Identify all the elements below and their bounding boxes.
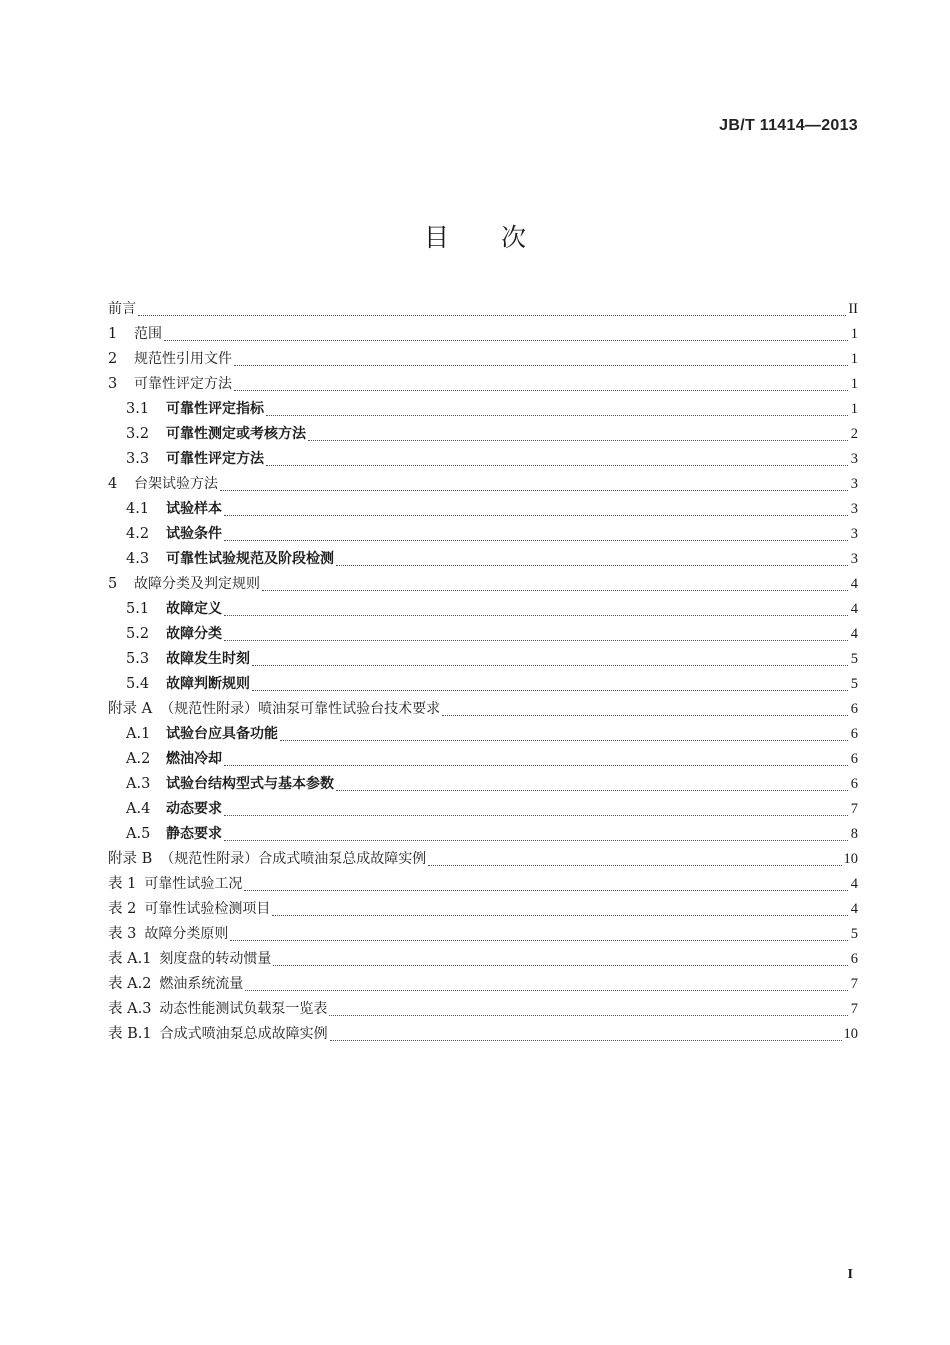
toc-entry-label: 故障判断规则 [166,676,250,692]
toc-entry[interactable] [108,947,858,972]
toc-entry-label: 前言 [108,301,136,317]
toc-entry-number: 表 B.1 [108,1026,152,1042]
toc-entry-page: 4 [850,576,858,592]
toc-entry-page: 10 [843,851,858,867]
toc-dot-leader [266,464,848,466]
toc-entry-label: 可靠性评定方法 [166,451,264,467]
toc-dot-leader [330,1039,842,1041]
toc-entry-number: A.2 [126,751,151,767]
toc-entry-number: A.3 [126,776,151,792]
toc-entry-label: 故障分类原则 [144,926,229,942]
toc-entry-number: 表 A.1 [108,951,152,967]
toc-entry-page: 4 [850,626,858,642]
toc-entry-page: 7 [850,1001,858,1017]
toc-dot-leader [224,514,848,516]
toc-dot-leader [336,564,848,566]
toc-entry-number: 表 1 [108,876,137,892]
toc-entry[interactable] [108,822,858,847]
toc-entry[interactable] [108,397,858,422]
toc-entry-page: 8 [850,826,858,842]
toc-dot-leader [138,314,846,316]
toc-entry-label: 可靠性测定或考核方法 [166,426,306,442]
toc-title: 目次 [423,223,578,252]
toc-entry[interactable] [108,347,858,372]
toc-entry-label: 试验台应具备功能 [166,726,278,742]
toc-dot-leader [224,614,848,616]
toc-dot-leader [329,1014,848,1016]
toc-entry[interactable] [108,672,858,697]
toc-entry-label: 动态性能测试负载泵一览表 [159,1001,328,1017]
toc-entry-label: 可靠性试验检测项目 [144,901,271,917]
toc-entry-label: 故障分类及判定规则 [134,576,260,592]
toc-entry-number: 4 [108,476,118,492]
toc-entry[interactable] [108,422,858,447]
toc-entry[interactable] [108,722,858,747]
toc-dot-leader [252,689,848,691]
toc-entry-page: 7 [850,801,858,817]
toc-dot-leader [280,739,848,741]
toc-entry-page: 5 [850,651,858,667]
toc-entry-label: 试验样本 [166,501,222,517]
toc-entry-label: 可靠性评定方法 [134,376,232,392]
toc-entry-number: A.1 [126,726,151,742]
toc-entry-number: 表 2 [108,901,137,917]
toc-entry-label: 可靠性评定指标 [166,401,264,417]
toc-entry[interactable] [108,497,858,522]
toc-entry-number: 4.1 [126,501,150,517]
toc-dot-leader [308,439,848,441]
toc-entry-label: 规范性引用文件 [134,351,232,367]
toc-entry-page: 3 [850,476,858,492]
table-of-contents [108,297,858,1047]
toc-entry-label: 静态要求 [166,826,222,842]
toc-entry-page: 3 [850,501,858,517]
toc-entry[interactable] [108,297,858,322]
toc-dot-leader [272,914,848,916]
toc-entry-number: 3.1 [126,401,150,417]
toc-entry-page: 6 [850,726,858,742]
toc-entry-label: 可靠性试验规范及阶段检测 [166,551,334,567]
toc-entry-number: 3.2 [126,426,150,442]
toc-entry[interactable] [108,697,858,722]
toc-entry-number: 5 [108,576,118,592]
toc-entry[interactable] [108,572,858,597]
toc-dot-leader [224,764,848,766]
toc-entry-label: 刻度盘的转动惯量 [159,951,272,967]
toc-entry-number: 2 [108,351,118,367]
toc-entry-page: 6 [850,751,858,767]
toc-entry-page: 1 [850,326,858,342]
toc-entry-page: 6 [850,951,858,967]
toc-entry-page: 1 [850,401,858,417]
toc-entry-label: 可靠性试验工况 [144,876,243,892]
toc-entry-number: 5.1 [126,601,150,617]
toc-entry-number: 4.3 [126,551,150,567]
toc-dot-leader [266,414,848,416]
toc-entry-number: 表 3 [108,926,137,942]
toc-entry-number: 4.2 [126,526,150,542]
toc-entry[interactable] [108,622,858,647]
toc-dot-leader [164,339,848,341]
toc-entry-number: 附录 A [108,701,153,717]
toc-dot-leader [336,789,848,791]
toc-entry-number: A.5 [126,826,151,842]
toc-entry-page: 3 [850,526,858,542]
toc-entry[interactable] [108,647,858,672]
toc-entry-page: 2 [850,426,858,442]
toc-entry[interactable] [108,747,858,772]
toc-entry-label: 燃油冷却 [166,751,222,767]
toc-entry[interactable] [108,797,858,822]
toc-entry[interactable] [108,872,858,897]
toc-dot-leader [244,889,848,891]
toc-dot-leader [224,814,848,816]
toc-entry-page: II [848,301,858,317]
toc-entry[interactable] [108,997,858,1022]
toc-entry-number: 5.2 [126,626,150,642]
toc-entry-number: 5.4 [126,676,150,692]
standard-number: JB/T 11414—2013 [719,117,858,134]
toc-entry-number: 3.3 [126,451,150,467]
toc-entry-page: 6 [850,701,858,717]
toc-dot-leader [442,714,848,716]
toc-entry-label: 试验台结构型式与基本参数 [166,776,334,792]
toc-entry[interactable] [108,1022,858,1047]
toc-entry-page: 4 [850,901,858,917]
toc-entry-number: A.4 [126,801,151,817]
toc-entry[interactable] [108,897,858,922]
toc-entry-label: 动态要求 [166,801,222,817]
toc-dot-leader [234,364,848,366]
toc-dot-leader [428,864,841,866]
toc-entry-label: 故障发生时刻 [166,651,250,667]
toc-entry-page: 1 [850,376,858,392]
toc-entry[interactable] [108,972,858,997]
toc-entry-number: 附录 B [108,851,153,867]
toc-entry[interactable] [108,922,858,947]
toc-entry-page: 4 [850,601,858,617]
toc-dot-leader [224,539,848,541]
toc-entry-number: 表 A.2 [108,976,152,992]
toc-entry-label: 故障分类 [166,626,222,642]
toc-entry-label: 试验条件 [166,526,222,542]
page-number: I [847,1267,853,1282]
toc-entry[interactable] [108,772,858,797]
toc-entry-page: 6 [850,776,858,792]
toc-dot-leader [220,489,848,491]
toc-entry-page: 3 [850,451,858,467]
toc-entry-number: 5.3 [126,651,150,667]
toc-dot-leader [252,664,848,666]
toc-dot-leader [262,589,848,591]
toc-entry-page: 5 [850,926,858,942]
toc-entry[interactable] [108,472,858,497]
toc-entry-page: 10 [843,1026,858,1042]
toc-entry-label: （规范性附录）喷油泵可靠性试验台技术要求 [160,701,441,717]
toc-entry-number: 3 [108,376,118,392]
toc-entry-label: 故障定义 [166,601,222,617]
toc-entry-page: 5 [850,676,858,692]
toc-entry-label: （规范性附录）合成式喷油泵总成故障实例 [160,851,427,867]
toc-dot-leader [273,964,848,966]
toc-entry[interactable] [108,522,858,547]
toc-dot-leader [224,639,848,641]
toc-entry-label: 台架试验方法 [134,476,218,492]
toc-entry-page: 4 [850,876,858,892]
toc-entry-label: 范围 [134,326,162,342]
toc-dot-leader [230,939,848,941]
toc-entry-page: 7 [850,976,858,992]
toc-entry[interactable] [108,322,858,347]
toc-entry-number: 表 A.3 [108,1001,152,1017]
toc-entry-label: 合成式喷油泵总成故障实例 [159,1026,328,1042]
toc-entry[interactable] [108,447,858,472]
toc-entry[interactable] [108,597,858,622]
toc-entry-page: 1 [850,351,858,367]
toc-entry-label: 燃油系统流量 [159,976,244,992]
toc-entry[interactable] [108,372,858,397]
toc-entry-page: 3 [850,551,858,567]
toc-dot-leader [245,989,848,991]
toc-entry[interactable] [108,847,858,872]
toc-dot-leader [234,389,848,391]
toc-dot-leader [224,839,848,841]
toc-entry[interactable] [108,547,858,572]
toc-entry-number: 1 [108,326,118,342]
